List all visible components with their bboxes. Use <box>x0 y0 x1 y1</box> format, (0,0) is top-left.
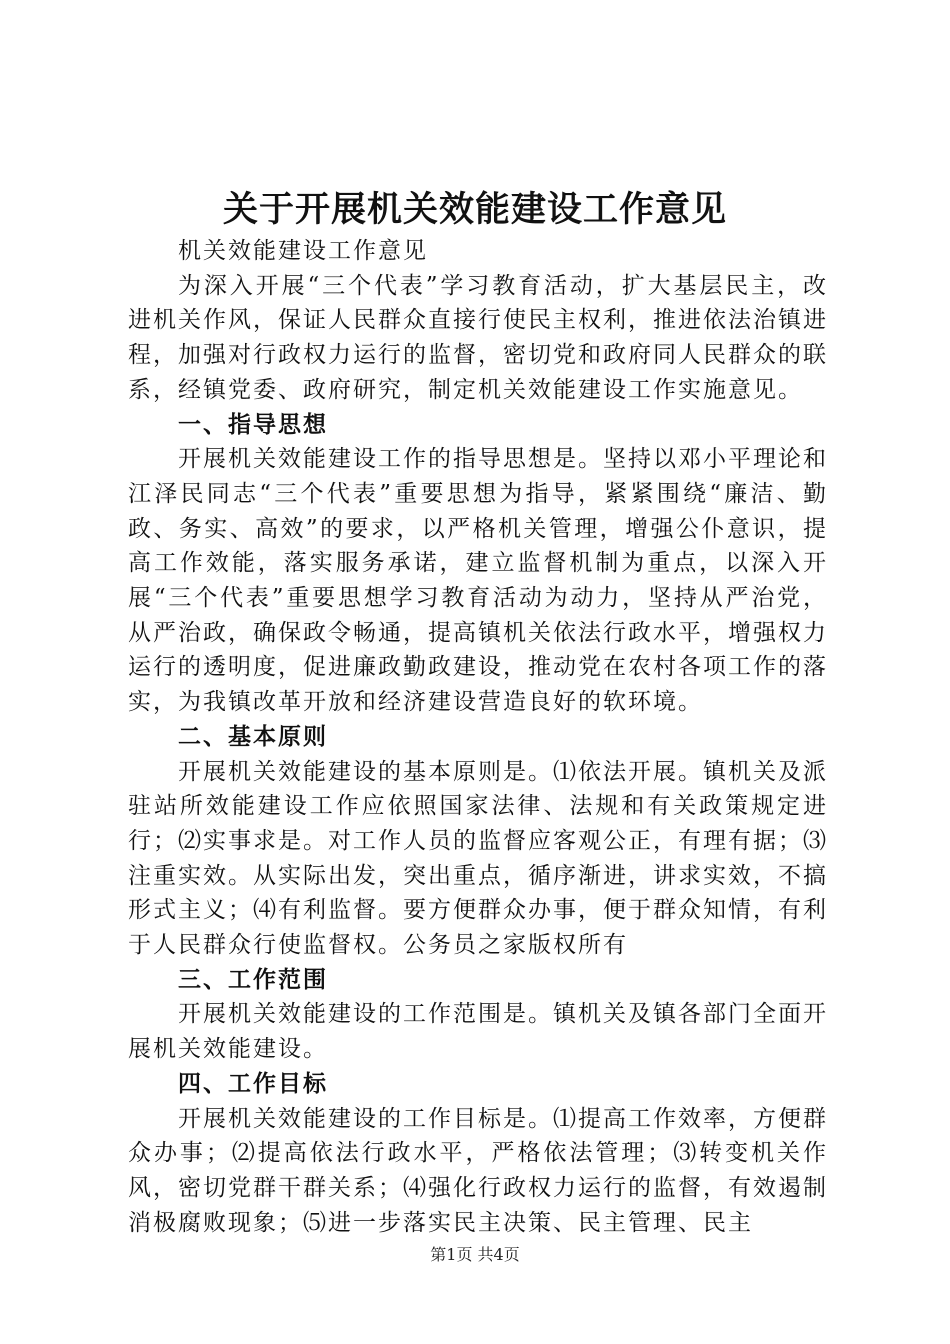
section-heading-work-scope: 三、工作范围 <box>178 965 328 993</box>
page-footer: 第1页 共4页 <box>430 1245 520 1264</box>
intro-paragraph: 为深入开展“三个代表”学习教育活动，扩大基层民主，改进机关作风，保证人民群众直接行使民主权利，推进依法治镇进程，加强对行政权力运行的监督，密切党和政府同人民群众的联系，经镇党委、政府研究，制定机关效能建设工作实施意见。 <box>128 272 828 403</box>
section-heading-guiding-ideology: 一、指导思想 <box>178 410 328 438</box>
section-body-work-goals: 开展机关效能建设的工作目标是。⑴提高工作效率，方便群众办事；⑵提高依法行政水平，严格依法管理；⑶转变机关作风，密切党群干群关系；⑷强化行政权力运行的监督，有效遏制消极腐败现象；⑸进一步落实民主决策、民主管理、民主 <box>128 1105 828 1236</box>
document-body <box>128 234 828 1240</box>
document-title: 关于开展机关效能建设工作意见 <box>222 189 727 230</box>
section-heading-work-goals: 四、工作目标 <box>178 1069 328 1097</box>
section-heading-basic-principles: 二、基本原则 <box>178 722 328 750</box>
section-body-basic-principles: 开展机关效能建设的基本原则是。⑴依法开展。镇机关及派驻站所效能建设工作应依照国家法律、法规和有关政策规定进行；⑵实事求是。对工作人员的监督应客观公正，有理有据；⑶注重实效。从实际出发，突出重点，循序渐进，讲求实效，不搞形式主义；⑷有利监督。要方便群众办事，便于群众知情，有利于人民群众行使监督权。公务员之家版权所有 <box>128 758 828 959</box>
section-body-work-scope: 开展机关效能建设的工作范围是。镇机关及镇各部门全面开展机关效能建设。 <box>128 1001 828 1063</box>
document-subtitle: 机关效能建设工作意见 <box>178 238 428 264</box>
section-body-guiding-ideology: 开展机关效能建设工作的指导思想是。坚持以邓小平理论和江泽民同志“三个代表”重要思想为指导，紧紧围绕“廉洁、勤政、务实、高效”的要求，以严格机关管理，增强公仆意识，提高工作效能，落实服务承诺，建立监督机制为重点，以深入开展“三个代表”重要思想学习教育活动为动力，坚持从严治党，从严治政，确保政令畅通，提高镇机关依法行政水平，增强权力运行的透明度，促进廉政勤政建设，推动党在农村各项工作的落实，为我镇改革开放和经济建设营造良好的软环境。 <box>128 446 828 716</box>
